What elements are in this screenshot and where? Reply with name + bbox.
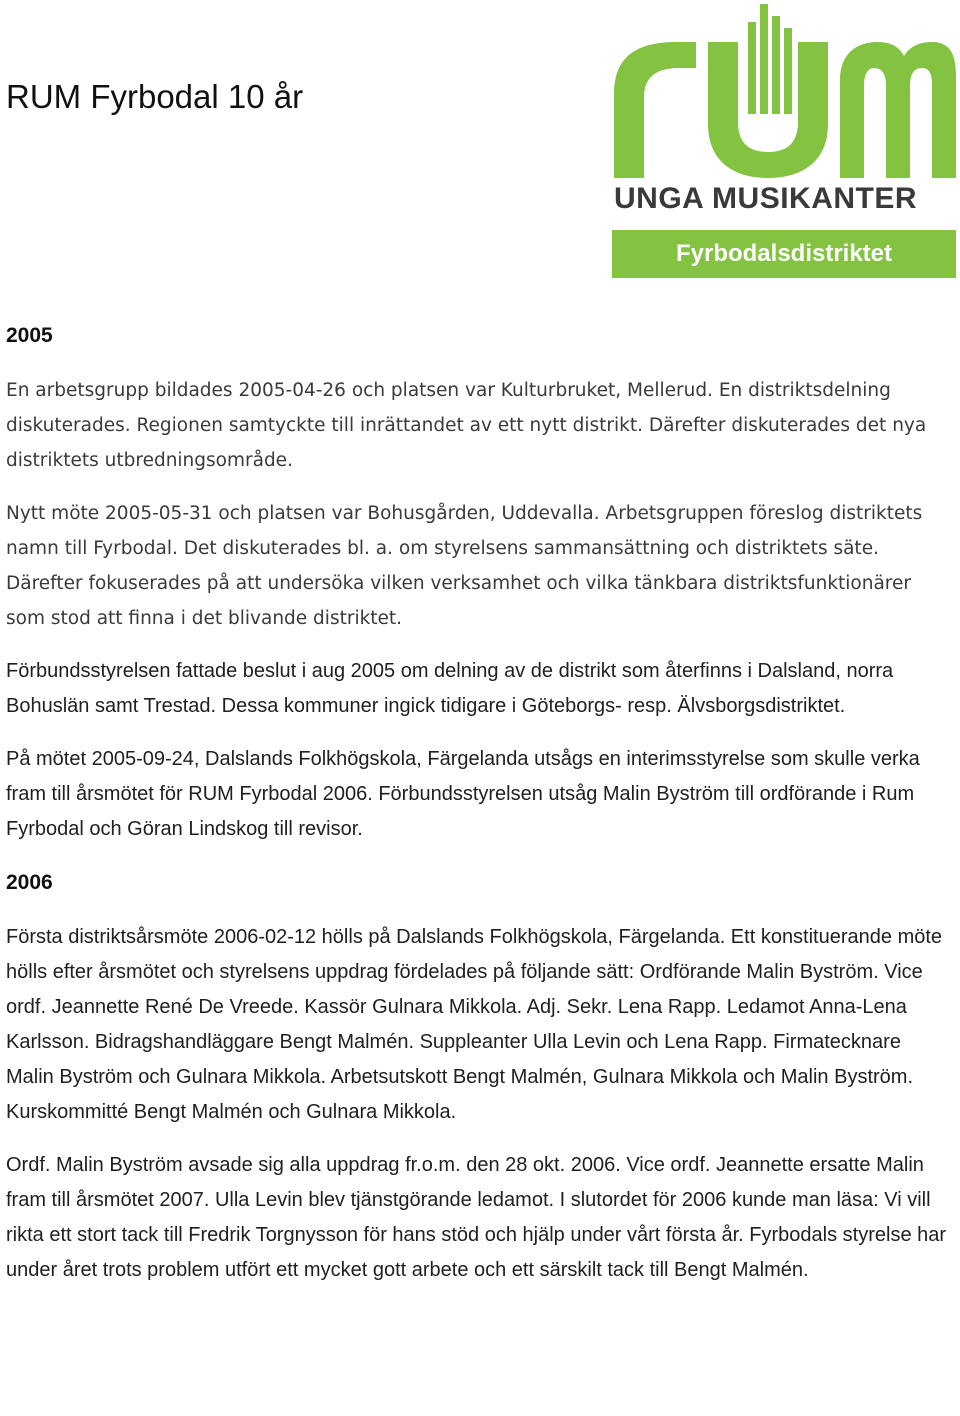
paragraph: Ordf. Malin Byström avsade sig alla uppdrag fr.o.m. den 28 okt. 2006. Vice ordf. Jeannette ersatte Malin fram till årsmötet 2007. Ulla Levin blev tjänstgörande ledamot. I slutordet för 2006 kunde man läsa: Vi vill rikta ett stort tack till Fredrik Torgnysson för hans stöd och hjälp under vårt första år. Fyrbodals styrelse har under året trots problem utfört ett mycket gott arbete och ett särskilt tack till Bengt Malmén. bbox=[6, 1154, 947, 1281]
paragraph: Nytt möte 2005-05-31 och platsen var Bohusgården, Uddevalla. Arbetsgruppen föreslog distriktets namn till Fyrbodal. Det diskuterades bl. a. om styrelsens sammansättning och distriktets säte. Därefter fokuserades på att undersöka vilken verksamhet och vilka tänkbara distriktsfunktionärer som stod att finna i det blivande distriktet. bbox=[6, 503, 923, 629]
rum-logo bbox=[606, 2, 956, 280]
section-year-heading: 2005 bbox=[6, 324, 53, 347]
logo-wordmark: UNGA MUSIKANTER bbox=[614, 182, 918, 215]
paragraph: Förbundsstyrelsen fattade beslut i aug 2005 om delning av de distrikt som återfinns i Dalsland, norra Bohuslän samt Trestad. Dessa kommuner ingick tidigare i Göteborgs- resp. Älvsborgsdistriktet. bbox=[6, 660, 894, 717]
page-title: RUM Fyrbodal 10 år bbox=[6, 78, 304, 115]
rum-logo-icon bbox=[610, 2, 956, 178]
document-body bbox=[6, 318, 952, 1306]
paragraph: På mötet 2005-09-24, Dalslands Folkhögskola, Färgelanda utsågs en interimsstyrelse som skulle verka fram till årsmötet för RUM Fyrbodal 2006. Förbundsstyrelsen utsåg Malin Byström till ordförande i Rum Fyrbodal och Göran Lindskog till revisor. bbox=[6, 748, 920, 840]
paragraph: Första distriktsårsmöte 2006-02-12 hölls på Dalslands Folkhögskola, Färgelanda. Ett konstituerande möte hölls efter årsmötet och styrelsens uppdrag fördelades på följande sätt: Ordförande Malin Byström. Vice ordf. Jeannette René De Vreede. Kassör Gulnara Mikkola. Adj. Sekr. Lena Rapp. Ledamot Anna-Lena Karlsson. Bidragshandläggare Bengt Malmén. Suppleanter Ulla Levin och Lena Rapp. Firmatecknare Malin Byström och Gulnara Mikkola. Arbetsutskott Bengt Malmén, Gulnara Mikkola och Malin Byström. Kurskommitté Bengt Malmén och Gulnara Mikkola. bbox=[6, 926, 943, 1123]
section-year-heading: 2006 bbox=[6, 871, 53, 894]
logo-district-band: Fyrbodalsdistriktet bbox=[612, 230, 956, 278]
paragraph: En arbetsgrupp bildades 2005-04-26 och platsen var Kulturbruket, Mellerud. En distriktsdelning diskuterades. Regionen samtyckte till inrättandet av ett nytt distrikt. Därefter diskuterades det nya distriktets utbredningsområde. bbox=[6, 380, 927, 471]
